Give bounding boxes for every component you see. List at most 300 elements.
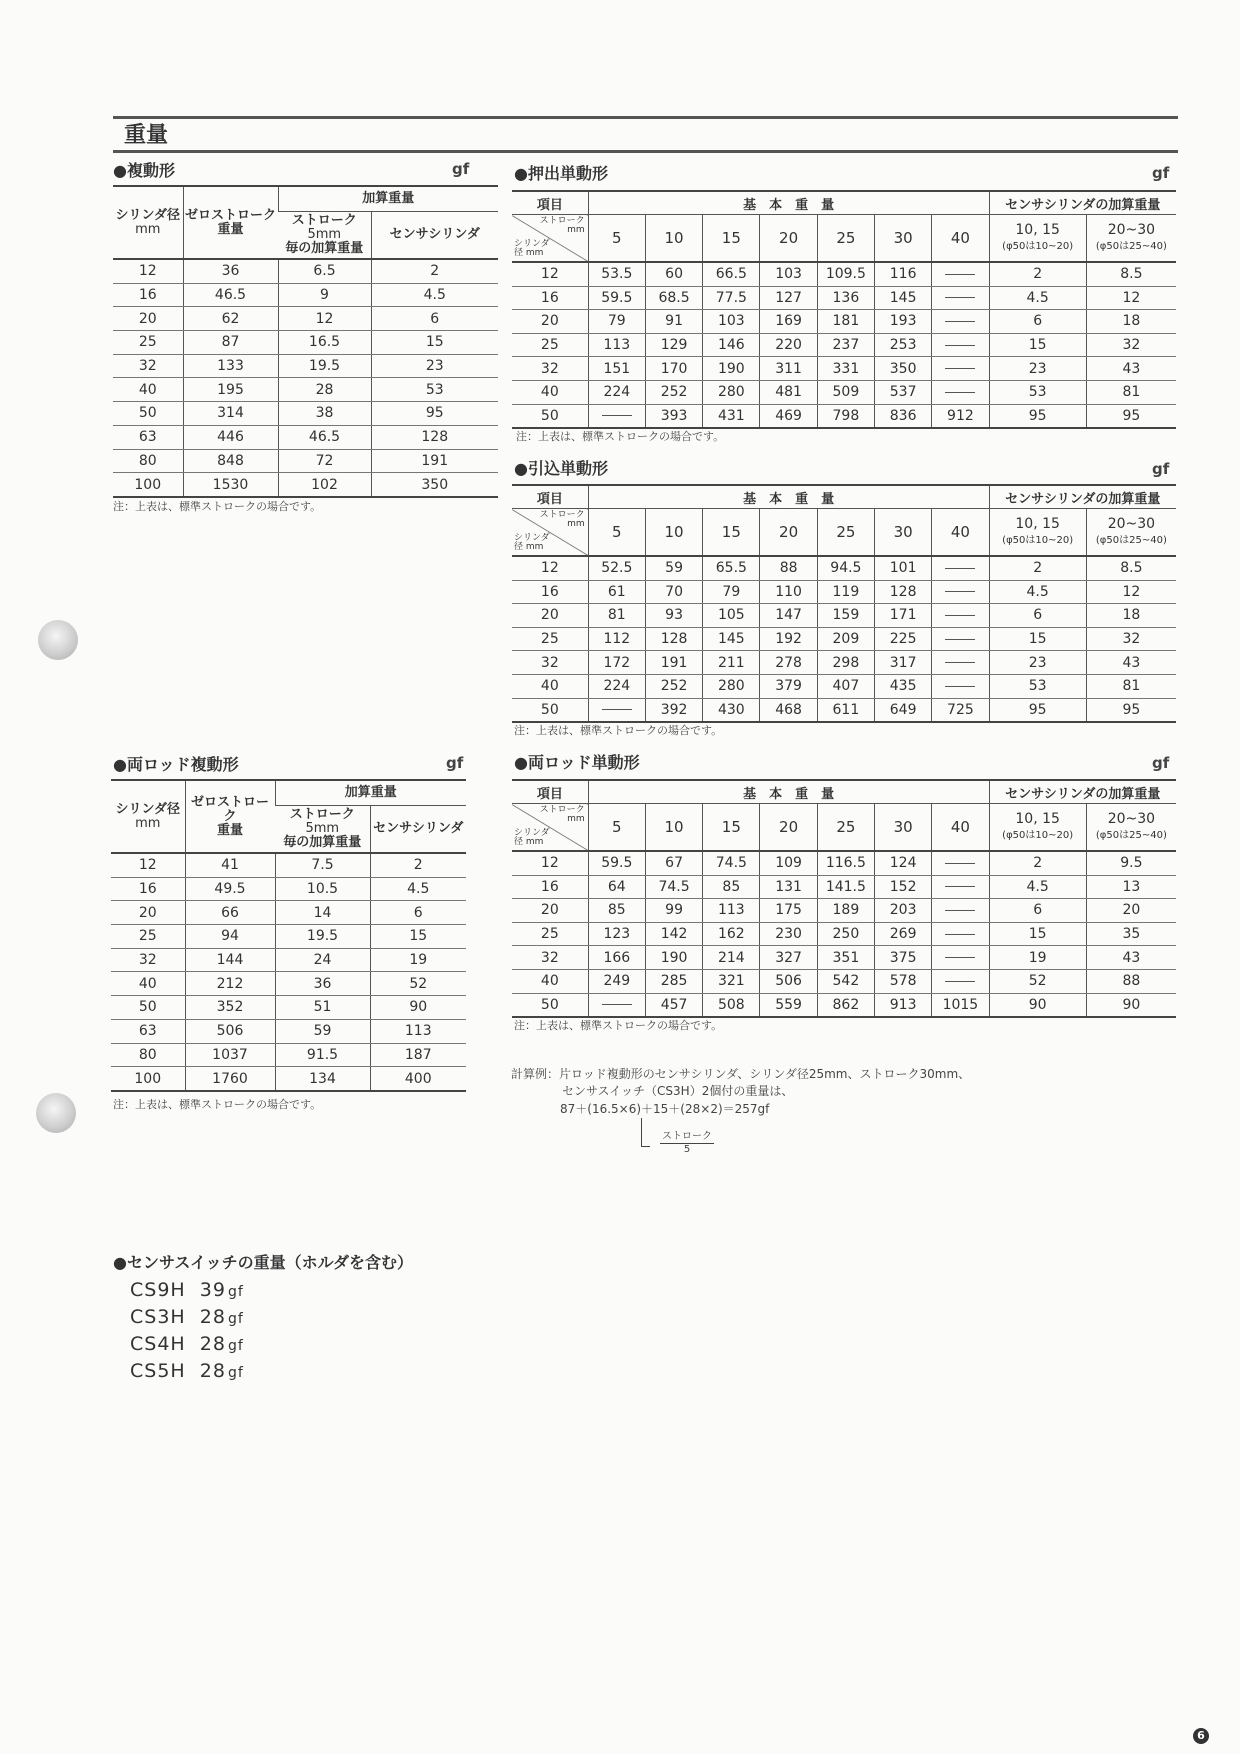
cell-zero: 144 — [185, 948, 275, 972]
cell-empty-dash — [932, 674, 989, 698]
dash-line — [945, 910, 975, 911]
header-sensor: センサシリンダ — [371, 212, 498, 260]
cell-sensor: 187 — [370, 1043, 466, 1067]
cell-sensor2: 43 — [1086, 651, 1176, 675]
table-row — [512, 357, 1176, 381]
cell-bore: 20 — [113, 307, 183, 331]
header-sensor-col2: 20~30 (φ50は25~40) — [1086, 509, 1176, 557]
cell-weight: 269 — [875, 922, 932, 946]
double-rod-double-acting-table — [111, 779, 466, 1092]
cell-bore: 16 — [111, 877, 185, 901]
punch-hole-lower — [36, 1093, 76, 1133]
cell-weight: 66.5 — [703, 262, 760, 286]
double-acting-table — [113, 185, 498, 498]
header-sensor-added: センサシリンダの加算重量 — [989, 485, 1176, 509]
cell-weight: 162 — [703, 922, 760, 946]
table-row — [512, 993, 1176, 1017]
cell-weight: 103 — [703, 310, 760, 334]
cell-weight: 392 — [645, 698, 702, 722]
cell-empty-dash — [932, 875, 989, 899]
cell-weight: 191 — [645, 651, 702, 675]
cell-weight: 798 — [817, 404, 874, 428]
cell-weight: 311 — [760, 357, 817, 381]
table-row — [512, 674, 1176, 698]
table-row — [111, 901, 466, 925]
cell-bore: 50 — [111, 996, 185, 1020]
cell-weight: 836 — [875, 404, 932, 428]
cell-weight: 112 — [588, 627, 645, 651]
cell-sensor2: 8.5 — [1086, 262, 1176, 286]
cell-sensor: 2 — [371, 259, 498, 283]
cell-sensor1: 4.5 — [989, 286, 1086, 310]
dash-line — [945, 662, 975, 663]
cell-weight: 351 — [817, 946, 874, 970]
cell-weight: 193 — [875, 310, 932, 334]
header-item: 項目 — [512, 191, 588, 215]
header-per-stroke: ストローク 5mm 毎の加算重量 — [278, 212, 371, 260]
cell-bore: 63 — [111, 1019, 185, 1043]
cell-sensor1: 23 — [989, 651, 1086, 675]
diag-bore-label: シリンダ 径 mm — [514, 828, 550, 847]
cell-sensor2: 12 — [1086, 580, 1176, 604]
cell-empty-dash — [588, 698, 645, 722]
header-base-weight: 基 本 重 量 — [588, 191, 989, 215]
cell-per5: 19.5 — [278, 354, 371, 378]
cell-bore: 16 — [512, 286, 588, 310]
cell-weight: 145 — [703, 627, 760, 651]
double-acting-note: 注：上表は、標準ストロークの場合です。 — [113, 500, 322, 513]
header-stroke: 30 — [875, 509, 932, 557]
header-added-weight: 加算重量 — [278, 186, 498, 212]
header-sensor-added: センサシリンダの加算重量 — [989, 780, 1176, 804]
cell-weight: 110 — [760, 580, 817, 604]
cell-weight: 225 — [875, 627, 932, 651]
header-stroke: 5 — [588, 509, 645, 557]
cell-weight: 127 — [760, 286, 817, 310]
cell-sensor1: 6 — [989, 899, 1086, 923]
cell-weight: 203 — [875, 899, 932, 923]
cell-weight: 74.5 — [703, 851, 760, 875]
dash-line — [945, 568, 975, 569]
cell-empty-dash — [588, 404, 645, 428]
calculation-fraction — [660, 1131, 714, 1156]
cell-bore: 100 — [111, 1067, 185, 1091]
cell-zero: 446 — [183, 425, 278, 449]
header-sensor-col2: 20~30 (φ50は25~40) — [1086, 804, 1176, 852]
sensor-switch-title: ●センサスイッチの重量（ホルダを含む） — [113, 1253, 414, 1272]
cell-bore: 80 — [111, 1043, 185, 1067]
table-row — [512, 899, 1176, 923]
header-zero-stroke: ゼロストローク 重量 — [183, 186, 278, 259]
header-diagonal-cell — [512, 804, 588, 852]
table-row — [512, 286, 1176, 310]
cell-weight: 128 — [645, 627, 702, 651]
table-row — [111, 853, 466, 877]
cell-per5: 59 — [275, 1019, 370, 1043]
cell-sensor2: 90 — [1086, 993, 1176, 1017]
cell-sensor2: 12 — [1086, 286, 1176, 310]
table-row — [111, 925, 466, 949]
sensor-switch-item: CS9H 39 gf — [130, 1279, 244, 1301]
cell-per5: 14 — [275, 901, 370, 925]
cell-sensor1: 15 — [989, 922, 1086, 946]
cell-weight: 189 — [817, 899, 874, 923]
header-item: 項目 — [512, 780, 588, 804]
cell-weight: 578 — [875, 969, 932, 993]
table-row — [512, 404, 1176, 428]
cell-weight: 65.5 — [703, 556, 760, 580]
cell-bore: 40 — [512, 969, 588, 993]
cell-weight: 327 — [760, 946, 817, 970]
cell-sensor: 6 — [371, 307, 498, 331]
cell-weight: 59 — [645, 556, 702, 580]
cell-weight: 278 — [760, 651, 817, 675]
cell-weight: 142 — [645, 922, 702, 946]
cell-sensor1: 95 — [989, 698, 1086, 722]
cell-weight: 435 — [875, 674, 932, 698]
header-stroke: 30 — [875, 804, 932, 852]
cell-bore: 25 — [512, 922, 588, 946]
cell-weight: 131 — [760, 875, 817, 899]
table-row — [111, 996, 466, 1020]
cell-weight: 1015 — [932, 993, 989, 1017]
cell-sensor1: 53 — [989, 674, 1086, 698]
cell-bore: 40 — [512, 380, 588, 404]
cell-zero: 36 — [183, 259, 278, 283]
cell-sensor1: 2 — [989, 556, 1086, 580]
cell-weight: 105 — [703, 604, 760, 628]
push-single-note: 注：上表は、標準ストロークの場合です。 — [516, 430, 725, 443]
cell-bore: 25 — [111, 925, 185, 949]
cell-sensor: 23 — [371, 354, 498, 378]
header-diagonal-cell — [512, 215, 588, 263]
cell-weight: 430 — [703, 698, 760, 722]
cell-sensor: 53 — [371, 378, 498, 402]
cell-weight: 113 — [703, 899, 760, 923]
cell-weight: 79 — [703, 580, 760, 604]
cell-weight: 508 — [703, 993, 760, 1017]
dash-line — [945, 639, 975, 640]
cell-weight: 190 — [645, 946, 702, 970]
table-row — [113, 402, 498, 426]
cell-sensor: 95 — [371, 402, 498, 426]
header-item: 項目 — [512, 485, 588, 509]
cell-weight: 375 — [875, 946, 932, 970]
cell-weight: 649 — [875, 698, 932, 722]
cell-per5: 6.5 — [278, 259, 371, 283]
cell-per5: 28 — [278, 378, 371, 402]
cell-zero: 133 — [183, 354, 278, 378]
cell-weight: 317 — [875, 651, 932, 675]
cell-sensor1: 15 — [989, 333, 1086, 357]
cell-weight: 393 — [645, 404, 702, 428]
dash-line — [945, 981, 975, 982]
cell-weight: 103 — [760, 262, 817, 286]
cell-sensor2: 18 — [1086, 310, 1176, 334]
cell-weight: 224 — [588, 380, 645, 404]
cell-sensor1: 2 — [989, 262, 1086, 286]
cell-sensor: 113 — [370, 1019, 466, 1043]
cell-weight: 253 — [875, 333, 932, 357]
header-stroke: 10 — [645, 215, 702, 263]
table-row — [512, 310, 1176, 334]
cell-weight: 147 — [760, 604, 817, 628]
cell-zero: 314 — [183, 402, 278, 426]
cell-per5: 24 — [275, 948, 370, 972]
cell-bore: 40 — [113, 378, 183, 402]
cell-weight: 230 — [760, 922, 817, 946]
cell-weight: 128 — [875, 580, 932, 604]
cell-empty-dash — [932, 604, 989, 628]
cell-weight: 159 — [817, 604, 874, 628]
cell-weight: 166 — [588, 946, 645, 970]
cell-weight: 67 — [645, 851, 702, 875]
cell-empty-dash — [932, 627, 989, 651]
cell-weight: 379 — [760, 674, 817, 698]
header-stroke: 10 — [645, 509, 702, 557]
cell-bore: 32 — [512, 651, 588, 675]
cell-per5: 7.5 — [275, 853, 370, 877]
header-rule-bottom — [113, 150, 1178, 153]
cell-weight: 725 — [932, 698, 989, 722]
cell-weight: 169 — [760, 310, 817, 334]
table-row — [111, 877, 466, 901]
cell-weight: 457 — [645, 993, 702, 1017]
cell-bore: 50 — [512, 404, 588, 428]
cell-empty-dash — [932, 651, 989, 675]
dash-line — [602, 709, 632, 710]
cell-sensor1: 95 — [989, 404, 1086, 428]
cell-weight: 116.5 — [817, 851, 874, 875]
cell-weight: 280 — [703, 380, 760, 404]
cell-sensor2: 13 — [1086, 875, 1176, 899]
cell-weight: 93 — [645, 604, 702, 628]
cell-bore: 50 — [113, 402, 183, 426]
page-number: 6 — [1193, 1728, 1209, 1744]
cell-weight: 252 — [645, 674, 702, 698]
cell-sensor: 6 — [370, 901, 466, 925]
pull-single-title: ●引込単動形 — [514, 459, 608, 478]
table-row — [113, 283, 498, 307]
cell-bore: 20 — [111, 901, 185, 925]
cell-bore: 25 — [512, 627, 588, 651]
cell-per5: 9 — [278, 283, 371, 307]
cell-weight: 468 — [760, 698, 817, 722]
header-base-weight: 基 本 重 量 — [588, 485, 989, 509]
cell-weight: 68.5 — [645, 286, 702, 310]
header-stroke: 30 — [875, 215, 932, 263]
calculation-line-2: センサスイッチ（CS3H）2個付の重量は、 — [562, 1084, 794, 1098]
cell-sensor: 15 — [370, 925, 466, 949]
cell-sensor: 128 — [371, 425, 498, 449]
double-acting-unit: gf — [452, 160, 470, 178]
cell-weight: 151 — [588, 357, 645, 381]
fraction-top: ストローク — [662, 1131, 712, 1142]
header-sensor-col2: 20~30 (φ50は25~40) — [1086, 215, 1176, 263]
cell-weight: 249 — [588, 969, 645, 993]
cell-bore: 25 — [113, 331, 183, 355]
cell-sensor2: 88 — [1086, 969, 1176, 993]
cell-per5: 38 — [278, 402, 371, 426]
cell-empty-dash — [932, 310, 989, 334]
table-row — [113, 449, 498, 473]
header-stroke: 10 — [645, 804, 702, 852]
cell-empty-dash — [932, 380, 989, 404]
page-title: 重量 — [124, 123, 169, 148]
diag-stroke-label: ストローク mm — [539, 510, 585, 529]
header-zero-stroke: ゼロストローク 重量 — [185, 780, 275, 853]
cell-bore: 12 — [512, 556, 588, 580]
cell-bore: 32 — [512, 946, 588, 970]
header-stroke: 40 — [932, 804, 989, 852]
cell-weight: 172 — [588, 651, 645, 675]
double-rod-single-title: ●両ロッド単動形 — [514, 753, 640, 772]
cell-weight: 611 — [817, 698, 874, 722]
cell-weight: 145 — [875, 286, 932, 310]
cell-sensor2: 32 — [1086, 333, 1176, 357]
cell-bore: 40 — [111, 972, 185, 996]
cell-weight: 407 — [817, 674, 874, 698]
cell-weight: 152 — [875, 875, 932, 899]
dash-line — [945, 934, 975, 935]
cell-empty-dash — [932, 580, 989, 604]
cell-bore: 32 — [113, 354, 183, 378]
double-acting-title: ●複動形 — [113, 161, 175, 180]
cell-sensor2: 8.5 — [1086, 556, 1176, 580]
table-row — [512, 851, 1176, 875]
header-stroke: 25 — [817, 215, 874, 263]
sensor-switch-item: CS5H 28 gf — [130, 1360, 244, 1382]
cell-weight: 94.5 — [817, 556, 874, 580]
cell-weight: 64 — [588, 875, 645, 899]
cell-weight: 280 — [703, 674, 760, 698]
cell-weight: 913 — [875, 993, 932, 1017]
cell-zero: 46.5 — [183, 283, 278, 307]
dash-line — [945, 345, 975, 346]
cell-bore: 12 — [512, 262, 588, 286]
double-rod-double-acting-title: ●両ロッド複動形 — [113, 755, 239, 774]
header-stroke: 15 — [703, 804, 760, 852]
cell-zero: 1530 — [183, 473, 278, 497]
cell-weight: 331 — [817, 357, 874, 381]
cell-sensor: 4.5 — [371, 283, 498, 307]
diag-bore-label: シリンダ 径 mm — [514, 239, 550, 258]
cell-zero: 41 — [185, 853, 275, 877]
header-sensor-col1: 10, 15 (φ50は10~20) — [989, 215, 1086, 263]
cell-weight: 79 — [588, 310, 645, 334]
cell-weight: 862 — [817, 993, 874, 1017]
cell-bore: 12 — [111, 853, 185, 877]
dash-line — [945, 368, 975, 369]
header-bore: シリンダ径 mm — [111, 780, 185, 853]
cell-sensor1: 6 — [989, 604, 1086, 628]
cell-sensor2: 35 — [1086, 922, 1176, 946]
header-added-weight: 加算重量 — [275, 780, 466, 806]
cell-bore: 25 — [512, 333, 588, 357]
cell-weight: 298 — [817, 651, 874, 675]
push-single-title: ●押出単動形 — [514, 164, 608, 183]
cell-weight: 53.5 — [588, 262, 645, 286]
double-rod-single-table — [512, 779, 1176, 1018]
cell-zero: 352 — [185, 996, 275, 1020]
table-row — [512, 556, 1176, 580]
cell-weight: 175 — [760, 899, 817, 923]
cell-bore: 20 — [512, 899, 588, 923]
cell-empty-dash — [932, 969, 989, 993]
pull-single-unit: gf — [1152, 460, 1170, 478]
table-row — [113, 473, 498, 497]
header-base-weight: 基 本 重 量 — [588, 780, 989, 804]
cell-empty-dash — [932, 556, 989, 580]
header-stroke: 5 — [588, 804, 645, 852]
cell-per5: 16.5 — [278, 331, 371, 355]
table-row — [111, 948, 466, 972]
table-row — [512, 262, 1176, 286]
cell-zero: 49.5 — [185, 877, 275, 901]
header-per-stroke: ストローク 5mm 毎の加算重量 — [275, 806, 370, 854]
double-rod-double-acting-note: 注：上表は、標準ストロークの場合です。 — [113, 1098, 322, 1111]
dash-line — [945, 321, 975, 322]
cell-sensor1: 4.5 — [989, 580, 1086, 604]
cell-weight: 85 — [703, 875, 760, 899]
table-row — [512, 922, 1176, 946]
cell-weight: 171 — [875, 604, 932, 628]
cell-zero: 94 — [185, 925, 275, 949]
cell-weight: 506 — [760, 969, 817, 993]
table-row — [512, 380, 1176, 404]
cell-per5: 51 — [275, 996, 370, 1020]
cell-bore: 32 — [111, 948, 185, 972]
cell-weight: 350 — [875, 357, 932, 381]
sensor-switch-item: CS4H 28 gf — [130, 1333, 244, 1355]
cell-sensor: 19 — [370, 948, 466, 972]
cell-weight: 59.5 — [588, 851, 645, 875]
dash-line — [945, 863, 975, 864]
table-row — [113, 354, 498, 378]
header-bore: シリンダ径 mm — [113, 186, 183, 259]
dash-line — [945, 886, 975, 887]
cell-per5: 72 — [278, 449, 371, 473]
dash-line — [945, 591, 975, 592]
table-row — [512, 698, 1176, 722]
cell-weight: 124 — [875, 851, 932, 875]
cell-weight: 192 — [760, 627, 817, 651]
diag-bore-label: シリンダ 径 mm — [514, 533, 550, 552]
cell-bore: 63 — [113, 425, 183, 449]
cell-weight: 559 — [760, 993, 817, 1017]
cell-weight: 912 — [932, 404, 989, 428]
cell-empty-dash — [932, 851, 989, 875]
cell-weight: 52.5 — [588, 556, 645, 580]
cell-weight: 141.5 — [817, 875, 874, 899]
cell-sensor1: 4.5 — [989, 875, 1086, 899]
cell-weight: 119 — [817, 580, 874, 604]
double-rod-single-note: 注：上表は、標準ストロークの場合です。 — [514, 1019, 723, 1032]
header-sensor: センサシリンダ — [370, 806, 466, 854]
cell-bore: 16 — [512, 875, 588, 899]
cell-per5: 91.5 — [275, 1043, 370, 1067]
table-row — [111, 1043, 466, 1067]
cell-bore: 12 — [113, 259, 183, 283]
cell-weight: 431 — [703, 404, 760, 428]
table-row — [111, 1067, 466, 1091]
cell-bore: 20 — [512, 604, 588, 628]
cell-weight: 321 — [703, 969, 760, 993]
cell-per5: 12 — [278, 307, 371, 331]
push-single-unit: gf — [1152, 164, 1170, 182]
dash-line — [945, 957, 975, 958]
cell-weight: 509 — [817, 380, 874, 404]
